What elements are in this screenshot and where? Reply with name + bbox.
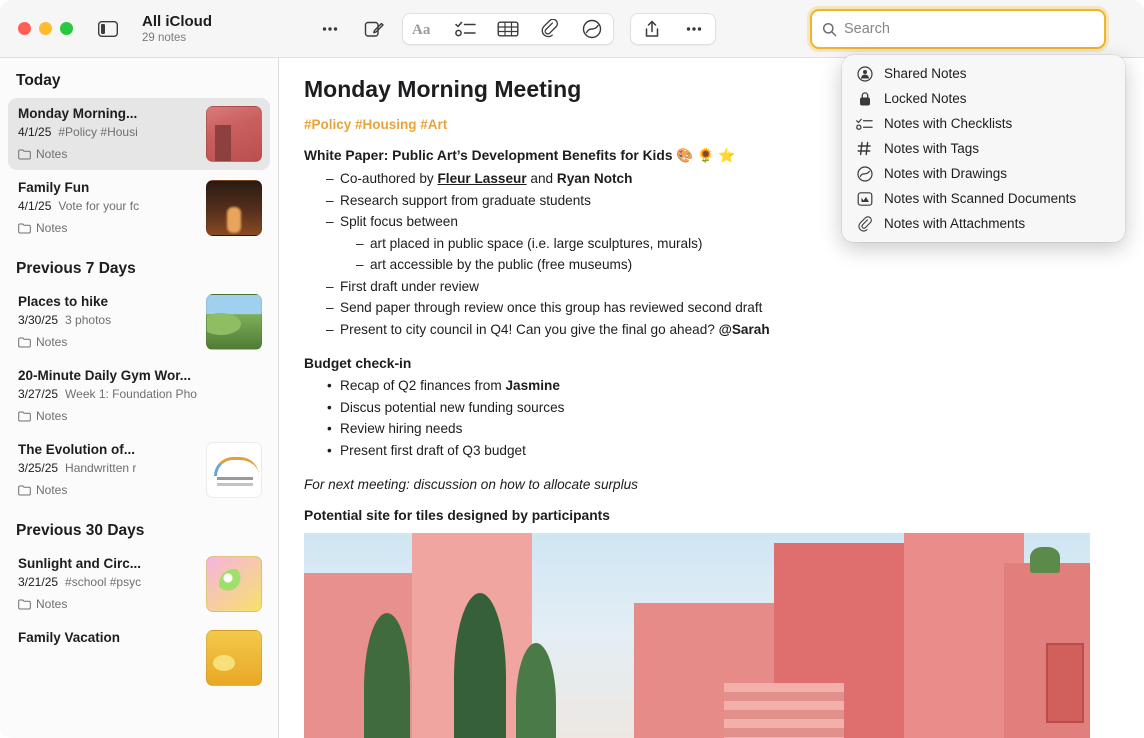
folder-name: Notes: [36, 483, 68, 497]
list-item: – art placed in public space (i.e. large sculptures, murals): [356, 233, 1114, 255]
folder-name: Notes: [36, 147, 68, 161]
folder-icon: [18, 223, 31, 234]
author-name-1: Fleur Lasseur: [437, 171, 527, 186]
folder-name: Notes: [36, 597, 68, 611]
folder-name: Notes: [36, 221, 68, 235]
note-thumbnail: [206, 106, 262, 162]
author-name-2: Ryan Notch: [556, 171, 633, 186]
budget-heading: Budget check-in: [304, 356, 412, 371]
menu-item-label: Locked Notes: [884, 91, 967, 106]
note-title: Monday Morning...: [18, 106, 138, 121]
markup-icon[interactable]: [571, 14, 613, 44]
shared-person-icon: [856, 66, 873, 82]
menu-item-shared-notes[interactable]: [842, 61, 1125, 86]
note-heading: Monday Morning Meeting: [304, 76, 582, 102]
folder-icon: [18, 485, 31, 496]
close-window-button[interactable]: [18, 22, 31, 35]
menu-item-notes-with-attachments[interactable]: [842, 211, 1125, 236]
note-thumbnail: [206, 630, 262, 686]
folder-icon: [18, 599, 31, 610]
list-item: • Discus potential new funding sources: [326, 397, 1114, 419]
note-snippet: Handwritten r: [65, 461, 137, 475]
note-folder: [18, 221, 198, 235]
budget-list: [304, 375, 1114, 461]
section-header: Previous 30 Days: [16, 522, 145, 539]
checklist-icon: [856, 117, 873, 131]
folder-name: Notes: [36, 335, 68, 349]
list-item: – Send paper through review once this group has reviewed second draft: [326, 297, 1114, 319]
search-field[interactable]: [810, 9, 1106, 49]
note-folder: [18, 147, 198, 161]
note-date: 4/1/25: [18, 199, 52, 213]
search-input[interactable]: [842, 20, 1094, 38]
more-options-button[interactable]: [308, 14, 352, 44]
section-header: Today: [16, 72, 61, 89]
mention-sarah[interactable]: @Sarah: [718, 321, 770, 337]
list-item[interactable]: [8, 548, 270, 620]
bullet-text: Split focus between: [340, 214, 458, 229]
compose-note-button[interactable]: [352, 14, 396, 44]
menu-item-notes-with-scanned-documents[interactable]: [842, 186, 1125, 211]
note-list-sidebar[interactable]: [0, 58, 279, 738]
note-thumbnail: [206, 556, 262, 612]
table-icon[interactable]: [487, 14, 529, 44]
note-count: 29 notes: [142, 31, 187, 44]
scan-icon: [856, 191, 873, 207]
list-item: [326, 375, 1114, 397]
folder-name: Notes: [36, 409, 68, 423]
next-meeting-note: For next meeting: discussion on how to allocate surplus: [304, 477, 638, 492]
bullet-text: Co-authored by: [340, 171, 438, 186]
menu-item-locked-notes[interactable]: [842, 86, 1125, 111]
bullet-text: Recap of Q2 finances from: [340, 378, 506, 393]
svg-text:Aa: Aa: [412, 21, 431, 38]
list-item: • Review hiring needs: [326, 418, 1114, 440]
menu-item-notes-with-checklists[interactable]: [842, 111, 1125, 136]
site-heading: Potential site for tiles designed by participants: [304, 508, 610, 523]
menu-item-label: Notes with Drawings: [884, 166, 1008, 181]
attachment-icon[interactable]: [529, 14, 571, 44]
list-item[interactable]: [8, 434, 270, 506]
note-date: 3/27/25: [18, 387, 59, 401]
note-title: Places to hike: [18, 294, 109, 309]
list-item: • Present first draft of Q3 budget: [326, 440, 1114, 462]
bullet-text-mid: and: [526, 171, 557, 186]
toolbar: [0, 0, 1144, 58]
note-title: Sunlight and Circ...: [18, 556, 142, 571]
sidebar-toggle-icon[interactable]: [92, 16, 124, 42]
page-title: All iCloud: [142, 12, 212, 30]
white-paper-heading: White Paper: Public Art’s Development Benefits for Kids 🎨 🌻 ⭐: [304, 148, 736, 163]
search-icon: [822, 22, 837, 37]
note-title: Family Vacation: [18, 630, 121, 645]
drawing-icon: [856, 166, 873, 182]
more-actions-icon[interactable]: [673, 14, 715, 44]
menu-item-label: Notes with Checklists: [884, 116, 1013, 131]
folder-icon: [18, 337, 31, 348]
menu-item-label: Notes with Attachments: [884, 216, 1026, 231]
note-thumbnail: [206, 442, 262, 498]
menu-item-label: Notes with Tags: [884, 141, 980, 156]
checklist-icon[interactable]: [445, 14, 487, 44]
note-folder: [18, 483, 198, 497]
list-item[interactable]: [8, 360, 270, 432]
section-header: Previous 7 Days: [16, 260, 136, 277]
note-snippet: 3 photos: [65, 313, 112, 327]
note-tags[interactable]: #Policy #Housing #Art: [304, 117, 448, 132]
minimize-window-button[interactable]: [39, 22, 52, 35]
menu-item-label: Shared Notes: [884, 66, 967, 81]
window-title-block: [142, 13, 292, 45]
menu-item-notes-with-tags[interactable]: [842, 136, 1125, 161]
note-snippet: Week 1: Foundation Pho: [65, 387, 197, 401]
note-title: The Evolution of...: [18, 442, 135, 457]
lock-icon: [856, 91, 873, 107]
person-jasmine: Jasmine: [505, 378, 560, 393]
menu-item-label: Notes with Scanned Documents: [884, 191, 1077, 206]
list-item[interactable]: [8, 286, 270, 358]
search-suggestions-menu[interactable]: [842, 55, 1125, 242]
note-title: 20-Minute Daily Gym Wor...: [18, 368, 192, 383]
list-item: – First draft under review: [326, 276, 1114, 298]
share-icon[interactable]: [631, 14, 673, 44]
list-item: – Research support from graduate students: [326, 190, 1114, 212]
note-snippet: #Policy #Housi: [58, 125, 138, 139]
zoom-window-button[interactable]: [60, 22, 73, 35]
format-toolbar-group: [402, 13, 614, 45]
hashtag-icon: [856, 141, 873, 156]
list-item: [326, 319, 1114, 341]
note-thumbnail: [206, 180, 262, 236]
note-snippet: #school #psyc: [65, 575, 142, 589]
bullet-text: Present to city council in Q4! Can you give the final go ahead?: [340, 321, 719, 337]
note-date: 3/30/25: [18, 313, 59, 327]
note-snippet: Vote for your fc: [58, 199, 140, 213]
menu-item-notes-with-drawings[interactable]: [842, 161, 1125, 186]
list-item[interactable]: [8, 172, 270, 244]
note-date: 3/21/25: [18, 575, 59, 589]
note-date: 3/25/25: [18, 461, 59, 475]
note-title: Family Fun: [18, 180, 90, 195]
paperclip-icon: [856, 216, 873, 232]
list-item: – art accessible by the public (free museums): [356, 254, 1114, 276]
folder-icon: [18, 149, 31, 160]
note-photo[interactable]: [304, 533, 1090, 738]
window-controls: [0, 22, 92, 35]
note-folder: [18, 597, 198, 611]
share-group: [630, 13, 716, 45]
note-date: 4/1/25: [18, 125, 52, 139]
text-format-icon[interactable]: [403, 14, 445, 44]
list-item[interactable]: [8, 98, 270, 170]
folder-icon: [18, 411, 31, 422]
note-folder: [18, 335, 198, 349]
list-item[interactable]: [8, 622, 270, 694]
note-thumbnail: [206, 294, 262, 350]
note-folder: [18, 409, 262, 423]
